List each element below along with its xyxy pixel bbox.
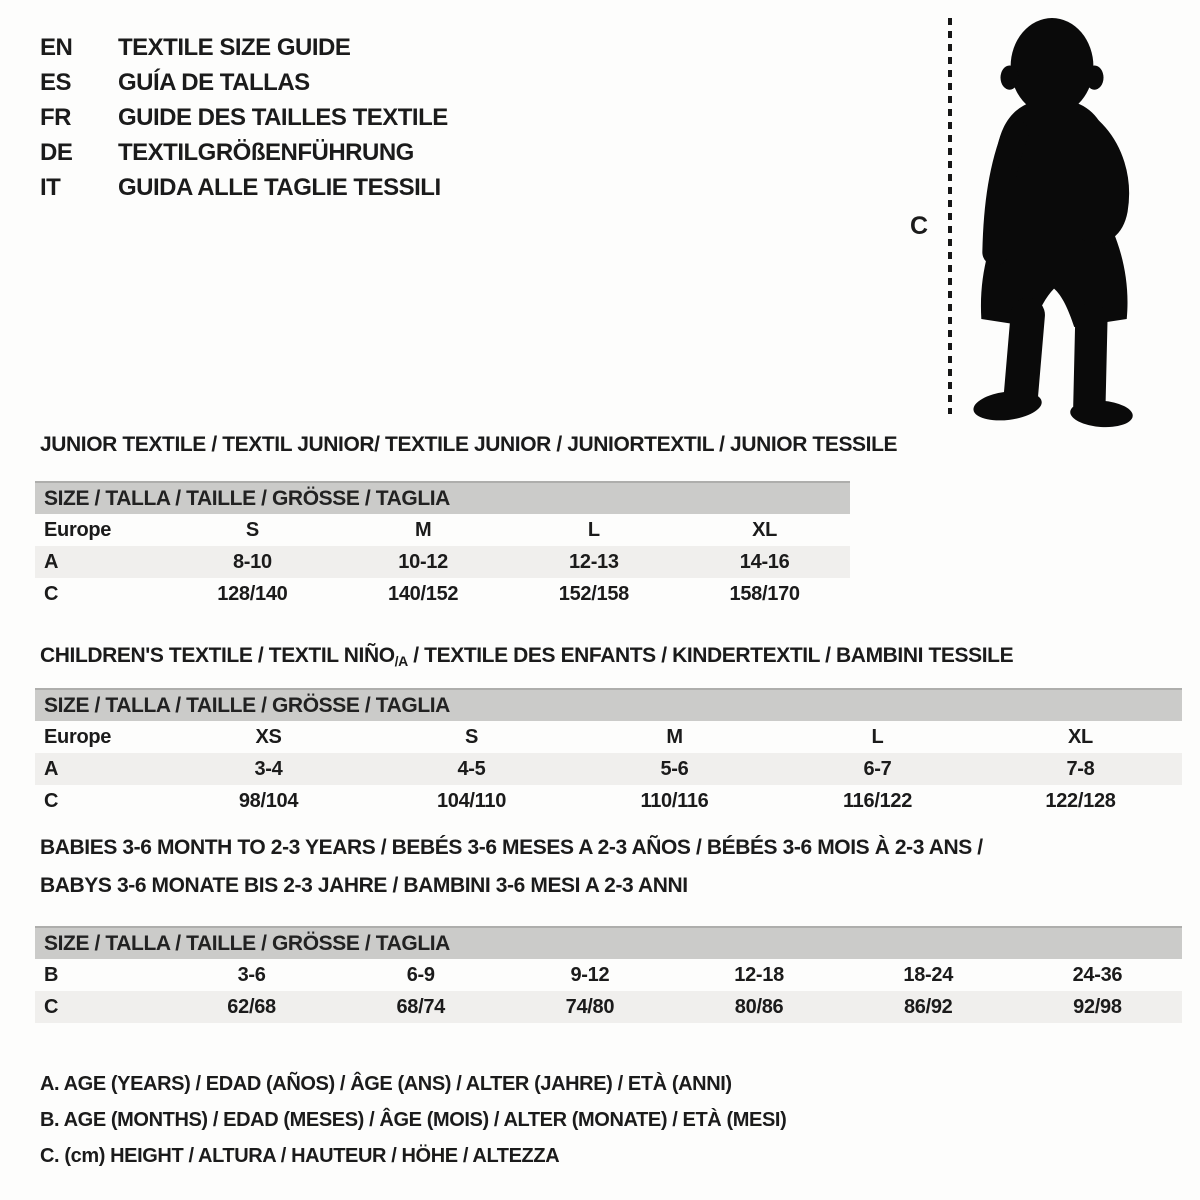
row-label-europe: Europe bbox=[44, 519, 112, 541]
size-cell: 140/152 bbox=[388, 583, 459, 605]
legend bbox=[40, 1066, 786, 1174]
size-cell: M bbox=[666, 726, 683, 748]
row-label-c: C bbox=[44, 790, 59, 812]
language-row bbox=[40, 135, 448, 170]
size-cell: 5-6 bbox=[660, 758, 689, 780]
legend-line-c: C. (cm) HEIGHT / ALTURA / HAUTEUR / HÖHE / ALTEZZA bbox=[40, 1145, 560, 1167]
size-cell: 18-24 bbox=[903, 964, 954, 986]
language-code: DE bbox=[40, 138, 73, 166]
row-label-c: C bbox=[44, 583, 59, 605]
childrens-title-prefix: CHILDREN'S TEXTILE / TEXTIL NIÑO bbox=[40, 644, 395, 667]
childrens-title-sub: /A bbox=[394, 653, 408, 669]
size-cell: 68/74 bbox=[396, 996, 446, 1018]
size-cell: 80/86 bbox=[734, 996, 784, 1018]
size-cell: 24-36 bbox=[1072, 964, 1123, 986]
row-label-europe: Europe bbox=[44, 726, 112, 748]
size-cell: 110/116 bbox=[640, 790, 709, 812]
language-code: ES bbox=[40, 68, 72, 96]
size-cell: 74/80 bbox=[565, 996, 615, 1018]
table-row-height-cm bbox=[35, 991, 1182, 1023]
size-cell: 14-16 bbox=[739, 551, 790, 573]
size-cell: 8-10 bbox=[232, 551, 272, 573]
childrens-section-title bbox=[40, 644, 1013, 669]
size-cell: 86/92 bbox=[903, 996, 953, 1018]
size-cell: 3-6 bbox=[237, 964, 266, 986]
measure-label-c: C bbox=[910, 212, 929, 240]
language-row bbox=[40, 170, 448, 205]
size-cell: 98/104 bbox=[238, 790, 299, 812]
table-row-age-years bbox=[35, 753, 1182, 785]
table-row-europe bbox=[35, 721, 1182, 753]
size-cell: 7-8 bbox=[1066, 758, 1095, 780]
toddler-silhouette-icon bbox=[960, 14, 1142, 428]
size-cell: 12-18 bbox=[734, 964, 784, 986]
language-row bbox=[40, 30, 448, 65]
row-label-b: B bbox=[44, 964, 59, 986]
language-code: FR bbox=[40, 103, 71, 131]
size-cell: 3-4 bbox=[254, 758, 283, 780]
junior-section-title: JUNIOR TEXTILE / TEXTIL JUNIOR/ TEXTILE JUNIOR / JUNIORTEXTIL / JUNIOR TESSILE bbox=[40, 433, 898, 456]
size-cell: 158/170 bbox=[729, 583, 800, 605]
size-cell: L bbox=[587, 519, 600, 541]
language-code: IT bbox=[40, 173, 61, 201]
language-title: TEXTILGRÖßENFÜHRUNG bbox=[118, 138, 414, 166]
table-row-age-years bbox=[35, 546, 850, 578]
babies-section-title-line1: BABIES 3-6 MONTH TO 2-3 YEARS / BEBÉS 3-6 MESES A 2-3 AÑOS / BÉBÉS 3-6 MOIS À 2-3 ANS / bbox=[40, 836, 983, 859]
language-title: GUIDA ALLE TAGLIE TESSILI bbox=[118, 173, 441, 201]
language-code: EN bbox=[40, 33, 73, 61]
table-row-europe bbox=[35, 514, 850, 546]
size-cell: 6-7 bbox=[863, 758, 892, 780]
size-cell: 6-9 bbox=[406, 964, 435, 986]
size-cell: 116/122 bbox=[842, 790, 913, 812]
babies-size-table bbox=[35, 926, 1182, 1023]
size-table-header: SIZE / TALLA / TAILLE / GRÖSSE / TAGLIA bbox=[35, 481, 850, 514]
size-cell: 9-12 bbox=[570, 964, 610, 986]
size-table-header: SIZE / TALLA / TAILLE / GRÖSSE / TAGLIA bbox=[35, 926, 1182, 959]
language-row bbox=[40, 65, 448, 100]
language-title: GUIDE DES TAILLES TEXTILE bbox=[118, 103, 448, 131]
size-cell: 10-12 bbox=[398, 551, 448, 573]
row-label-a: A bbox=[44, 758, 59, 780]
legend-line-b: B. AGE (MONTHS) / EDAD (MESES) / ÂGE (MOIS) / ALTER (MONATE) / ETÀ (MESI) bbox=[40, 1109, 787, 1131]
language-header bbox=[40, 30, 448, 205]
size-cell: 152/158 bbox=[558, 583, 629, 605]
size-cell: 128/140 bbox=[217, 583, 288, 605]
size-cell: 122/128 bbox=[1045, 790, 1116, 812]
size-cell: XL bbox=[1068, 726, 1093, 748]
language-row bbox=[40, 100, 448, 135]
size-cell: L bbox=[871, 726, 884, 748]
size-table-header: SIZE / TALLA / TAILLE / GRÖSSE / TAGLIA bbox=[35, 688, 1182, 721]
language-title: TEXTILE SIZE GUIDE bbox=[118, 33, 351, 61]
size-cell: S bbox=[464, 726, 479, 748]
height-measure-line bbox=[948, 18, 952, 414]
size-cell: S bbox=[245, 519, 259, 541]
table-row-age-months bbox=[35, 959, 1182, 991]
table-row-height-cm bbox=[35, 578, 850, 610]
childrens-size-table bbox=[35, 688, 1182, 817]
size-cell: 92/98 bbox=[1073, 996, 1122, 1018]
table-row-height-cm bbox=[35, 785, 1182, 817]
size-cell: XL bbox=[752, 519, 778, 541]
legend-line-a: A. AGE (YEARS) / EDAD (AÑOS) / ÂGE (ANS) / ALTER (JAHRE) / ETÀ (ANNI) bbox=[40, 1073, 732, 1095]
size-cell: 104/110 bbox=[436, 790, 507, 812]
junior-size-table bbox=[35, 481, 850, 610]
size-cell: XS bbox=[255, 726, 282, 748]
size-cell: 12-13 bbox=[569, 551, 619, 573]
size-cell: M bbox=[414, 519, 432, 541]
childrens-title-suffix: / TEXTILE DES ENFANTS / KINDERTEXTIL / BAMBINI TESSILE bbox=[407, 644, 1014, 667]
language-title: GUÍA DE TALLAS bbox=[118, 68, 310, 96]
size-cell: 62/68 bbox=[227, 996, 276, 1018]
babies-section-title-line2: BABYS 3-6 MONATE BIS 2-3 JAHRE / BAMBINI 3-6 MESI A 2-3 ANNI bbox=[40, 874, 688, 897]
row-label-a: A bbox=[44, 551, 59, 573]
row-label-c: C bbox=[44, 996, 59, 1018]
size-cell: 4-5 bbox=[457, 758, 486, 780]
